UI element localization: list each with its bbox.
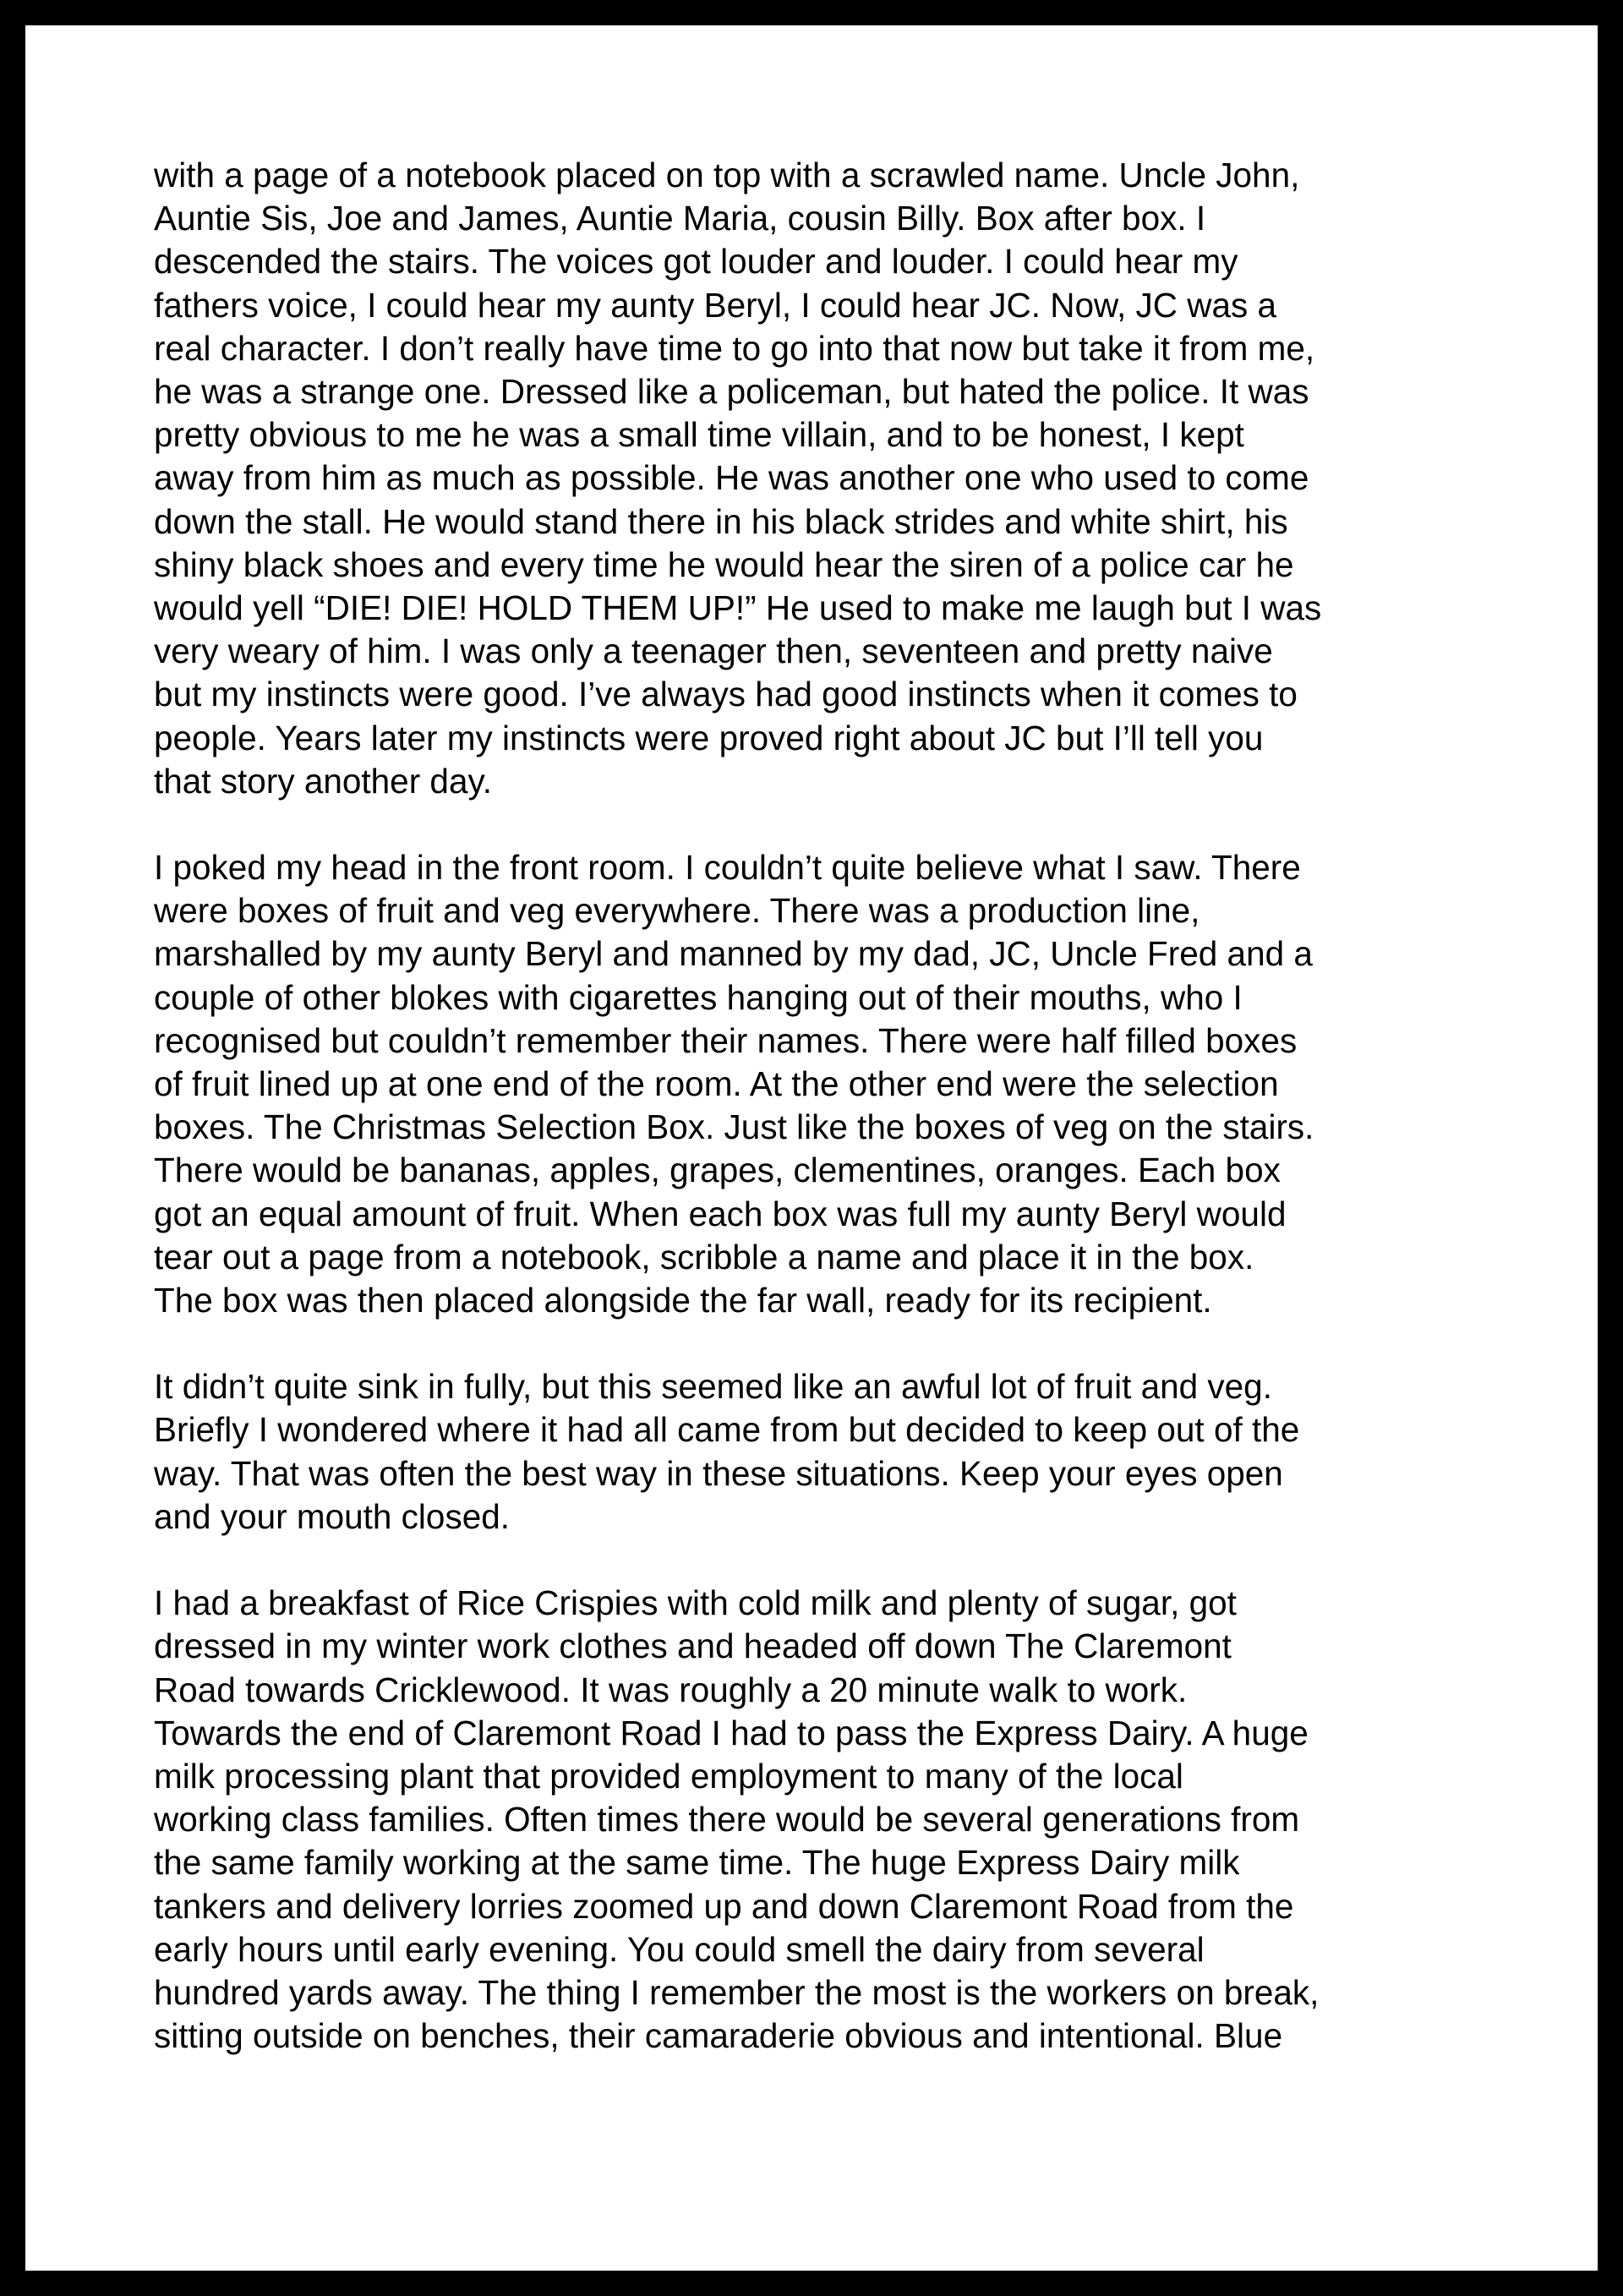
page-sheet	[25, 25, 1598, 2271]
text-line: dressed in my winter work clothes and headed off down The Claremont	[154, 1626, 1232, 1666]
text-line: descended the stairs. The voices got louder and louder. I could hear my	[154, 242, 1238, 282]
text-line: recognised but couldn’t remember their names. There were half filled boxes	[154, 1020, 1298, 1060]
text-line: working class families. Often times there would be several generations from	[154, 1800, 1300, 1840]
text-line: pretty obvious to me he was a small time villain, and to be honest, I kept	[154, 415, 1244, 455]
text-line: Auntie Sis, Joe and James, Auntie Maria, cousin Billy. Box after box. I	[154, 199, 1206, 238]
text-line: It didn’t quite sink in fully, but this seemed like an awful lot of fruit and veg.	[154, 1367, 1272, 1407]
text-line: I had a breakfast of Rice Crispies with cold milk and plenty of sugar, got	[154, 1583, 1237, 1623]
text-line: but my instincts were good. I’ve always had good instincts when it comes to	[154, 675, 1298, 714]
text-line: boxes. The Christmas Selection Box. Just like the boxes of veg on the stairs.	[154, 1107, 1314, 1147]
text-line: were boxes of fruit and veg everywhere. There was a production line,	[154, 891, 1200, 931]
text-line: milk processing plant that provided employment to many of the local	[154, 1756, 1183, 1796]
text-line: of fruit lined up at one end of the room. At the other end were the selection	[154, 1064, 1279, 1104]
text-line: Towards the end of Claremont Road I had to pass the Express Dairy. A huge	[154, 1713, 1309, 1752]
text-line: would yell “DIE! DIE! HOLD THEM UP!” He used to make me laugh but I was	[154, 588, 1322, 628]
text-line: very weary of him. I was only a teenager then, seventeen and pretty naive	[154, 631, 1273, 671]
text-line: and your mouth closed.	[154, 1496, 510, 1536]
text-line: early hours until early evening. You could smell the dairy from several	[154, 1929, 1205, 1969]
text-line: couple of other blokes with cigarettes hanging out of their mouths, who I	[154, 977, 1243, 1017]
document-body	[154, 154, 1489, 2101]
text-line: hundred yards away. The thing I remember the most is the workers on break,	[154, 1972, 1320, 2012]
text-line: There would be bananas, apples, grapes, clementines, oranges. Each box	[154, 1151, 1281, 1190]
text-line: tear out a page from a notebook, scribble a name and place it in the box.	[154, 1237, 1254, 1276]
text-line: sitting outside on benches, their camaraderie obvious and intentional. Blue	[154, 2016, 1283, 2056]
text-line: Road towards Cricklewood. It was roughly a 20 minute walk to work.	[154, 1670, 1188, 1709]
text-line: down the stall. He would stand there in his black strides and white shirt, his	[154, 501, 1288, 541]
text-line: he was a strange one. Dressed like a policeman, but hated the police. It was	[154, 372, 1309, 412]
paragraph-4	[154, 1582, 1489, 2058]
text-line: away from him as much as possible. He was another one who used to come	[154, 458, 1309, 498]
text-line: marshalled by my aunty Beryl and manned by my dad, JC, Uncle Fred and a	[154, 934, 1313, 974]
text-line: that story another day.	[154, 761, 492, 801]
paragraph-2	[154, 846, 1489, 1322]
text-line: with a page of a notebook placed on top with a scrawled name. Uncle John,	[154, 156, 1300, 194]
paragraph-3	[154, 1365, 1489, 1539]
text-line: way. That was often the best way in these situations. Keep your eyes open	[154, 1453, 1283, 1493]
text-line: Briefly I wondered where it had all came from but decided to keep out of the	[154, 1410, 1300, 1450]
text-line: The box was then placed alongside the far wall, ready for its recipient.	[154, 1281, 1212, 1320]
paragraph-1	[154, 154, 1489, 803]
text-line: the same family working at the same time. The huge Express Dairy milk	[154, 1843, 1240, 1883]
text-line: real character. I don’t really have time to go into that now but take it from me,	[154, 328, 1315, 368]
text-line: tankers and delivery lorries zoomed up and down Claremont Road from the	[154, 1886, 1294, 1926]
text-line: fathers voice, I could hear my aunty Beryl, I could hear JC. Now, JC was a	[154, 285, 1277, 325]
text-line: shiny black shoes and every time he would hear the siren of a police car he	[154, 544, 1294, 584]
text-line: got an equal amount of fruit. When each box was full my aunty Beryl would	[154, 1194, 1287, 1233]
text-line: people. Years later my instincts were proved right about JC but I’ll tell you	[154, 718, 1264, 757]
text-line: I poked my head in the front room. I couldn’t quite believe what I saw. There	[154, 848, 1301, 888]
